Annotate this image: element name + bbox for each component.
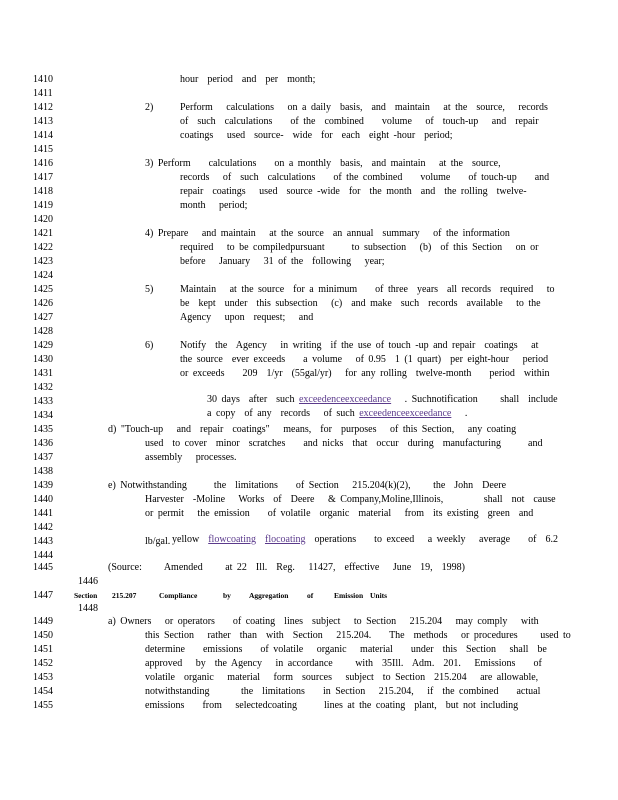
line-number: 1433 bbox=[33, 396, 53, 407]
text-line: emissions from selectedcoating lines at the coating plant, but not including bbox=[145, 700, 519, 711]
text-line: Perform calculations on a daily basis, and maintain at the source, records bbox=[180, 102, 548, 113]
line-number: 1447 bbox=[33, 590, 53, 601]
text-line: coatings used source- wide for each eight -hour period; bbox=[180, 130, 453, 141]
text-line: before January 31 of the following year; bbox=[180, 256, 385, 267]
line-number: 1419 bbox=[33, 200, 53, 211]
line-number: 1415 bbox=[33, 144, 53, 155]
text-line: be kept under this subsection (c) and make such records available to the bbox=[180, 298, 541, 309]
line-number: 1427 bbox=[33, 312, 53, 323]
line-number: 1454 bbox=[33, 686, 53, 697]
line-number: 1421 bbox=[33, 228, 53, 239]
text-line: records of such calculations of the combined volume of touch-up and bbox=[180, 172, 550, 183]
text-line: d) "Touch-up and repair coatings" means, for purposes of this Section, any coating bbox=[108, 424, 517, 435]
text-line: determine emissions of volatile organic material under this Section shall be bbox=[145, 644, 547, 655]
item-marker: 5) bbox=[145, 284, 154, 295]
text-line: or exceeds 209 1/yr (55gal/yr) for any rolling twelve-month period within bbox=[180, 368, 550, 379]
line-number: 1410 bbox=[33, 74, 53, 85]
line-number: 1451 bbox=[33, 644, 53, 655]
text-run: 30 days after such bbox=[207, 394, 299, 405]
section-title-word: of bbox=[307, 591, 314, 600]
line-number: 1438 bbox=[33, 466, 53, 477]
line-number: 1441 bbox=[33, 508, 53, 519]
text-line: this Section rather than with Section 215.204. The methods or procedures used to bbox=[145, 630, 571, 641]
line-number: 1449 bbox=[33, 616, 53, 627]
line-number: 1434 bbox=[33, 410, 53, 421]
line-number: 1445 bbox=[33, 562, 53, 573]
line-number: 1437 bbox=[33, 452, 53, 463]
text-line: of such calculations of the combined volume of touch-up and repair bbox=[180, 116, 539, 127]
line-number: 1448 bbox=[78, 603, 98, 614]
line-number: 1439 bbox=[33, 480, 53, 491]
text-line: Harvester -Moline Works of Deere & Company,Moline,Illinois, shall not cause bbox=[145, 494, 556, 505]
line-number: 1452 bbox=[33, 658, 53, 669]
line-number: 1416 bbox=[33, 158, 53, 169]
line-number: 1426 bbox=[33, 298, 53, 309]
text-run bbox=[256, 534, 265, 545]
line-number: 1417 bbox=[33, 172, 53, 183]
section-title-word: Units bbox=[370, 591, 388, 600]
text-line: Maintain at the source for a minimum of three years all records required to bbox=[180, 284, 555, 295]
text-line: lb/gal. bbox=[145, 536, 171, 547]
line-number: 1453 bbox=[33, 672, 53, 683]
line-number: 1418 bbox=[33, 186, 53, 197]
text-line: 4) Prepare and maintain at the source an annual summary of the information bbox=[145, 228, 510, 239]
line-number: 1424 bbox=[33, 270, 53, 281]
revision-insertion: exceedenceexceedance bbox=[298, 394, 392, 405]
line-number: 1411 bbox=[33, 88, 53, 99]
line-number: 1444 bbox=[33, 550, 53, 561]
revision-deletion: flowcoating bbox=[208, 534, 256, 545]
line-number: 1429 bbox=[33, 340, 53, 351]
text-run: . bbox=[451, 408, 468, 419]
text-line: Notify the Agency in writing if the use of touch -up and repair coatings at bbox=[180, 340, 539, 351]
section-title-word: Compliance bbox=[159, 591, 198, 600]
line-number: 1412 bbox=[33, 102, 53, 113]
line-number: 1442 bbox=[33, 522, 53, 533]
line-number: 1450 bbox=[33, 630, 53, 641]
line-number: 1431 bbox=[33, 368, 53, 379]
text-line: required to be compiledpursuant to subsection (b) of this Section on or bbox=[180, 242, 539, 253]
line-number: 1428 bbox=[33, 326, 53, 337]
text-line: 3) Perform calculations on a monthly basis, and maintain at the source, bbox=[145, 158, 501, 169]
line-number: 1440 bbox=[33, 494, 53, 505]
text-run: yellow bbox=[172, 534, 209, 545]
line-number: 1420 bbox=[33, 214, 53, 225]
text-line: Agency upon request; and bbox=[180, 312, 314, 323]
text-line: month period; bbox=[180, 200, 248, 211]
section-label: Section bbox=[74, 591, 98, 600]
section-title-word: Aggregation bbox=[249, 591, 289, 600]
line-number: 1423 bbox=[33, 256, 53, 267]
line-number: 1435 bbox=[33, 424, 53, 435]
revision-insertion: flocoating bbox=[264, 534, 306, 545]
line-number: 1443 bbox=[33, 536, 53, 547]
text-line: or permit the emission of volatile organic material from its existing green and bbox=[145, 508, 534, 519]
text-run: . Suchnotification shall include bbox=[391, 394, 558, 405]
line-number: 1413 bbox=[33, 116, 53, 127]
line-number: 1414 bbox=[33, 130, 53, 141]
section-title-word: by bbox=[223, 591, 231, 600]
section-number: 215.207 bbox=[112, 591, 137, 600]
item-marker: 6) bbox=[145, 340, 154, 351]
text-line: repair coatings used source -wide for the month and the rolling twelve- bbox=[180, 186, 527, 197]
source-note: (Source: Amended at 22 Ill. Reg. 11427, effective June 19, 1998) bbox=[108, 562, 465, 573]
text-line: a) Owners or operators of coating lines subject to Section 215.204 may comply with bbox=[108, 616, 539, 627]
text-line: assembly processes. bbox=[145, 452, 237, 463]
text-run: a copy of any records of such bbox=[207, 408, 360, 419]
line-number: 1432 bbox=[33, 382, 53, 393]
text-line: hour period and per month; bbox=[180, 74, 316, 85]
line-number: 1430 bbox=[33, 354, 53, 365]
line-number: 1425 bbox=[33, 284, 53, 295]
item-marker: 2) bbox=[145, 102, 154, 113]
text-line: used to cover minor scratches and nicks that occur during manufacturing and bbox=[145, 438, 543, 449]
text-line bbox=[145, 522, 558, 558]
text-line: approved by the Agency in accordance with 35Ill. Adm. 201. Emissions of bbox=[145, 658, 542, 669]
revision-insertion: exceedenceexceedance bbox=[359, 408, 452, 419]
text-line: e) Notwithstanding the limitations of Section 215.204(k)(2), the John Deere bbox=[108, 480, 507, 491]
line-number: 1446 bbox=[78, 576, 98, 587]
line-number: 1455 bbox=[33, 700, 53, 711]
text-line: volatile organic material form sources subject to Section 215.204 are allowable, bbox=[145, 672, 539, 683]
text-line: notwithstanding the limitations in Section 215.204, if the combined actual bbox=[145, 686, 541, 697]
text-line: the source ever exceeds a volume of 0.95 1 (1 quart) per eight-hour period bbox=[180, 354, 549, 365]
section-title-word: Emission bbox=[334, 591, 364, 600]
line-number: 1422 bbox=[33, 242, 53, 253]
line-number: 1436 bbox=[33, 438, 53, 449]
text-run: operations to exceed a weekly average of 6.2 bbox=[305, 534, 558, 545]
